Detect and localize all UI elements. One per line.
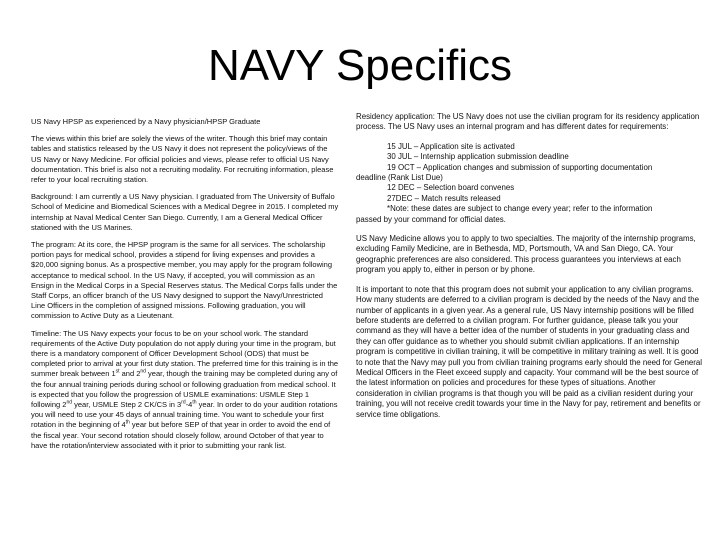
date-item: 12 DEC – Selection board convenes bbox=[387, 183, 515, 193]
important-paragraph: It is important to note that this program does not submit your application to any civilian programs. How many students are deferred to a civilian program is decided by the needs of the Navy and the number of applicants in a given year. As a general rule, US Navy internship positions will be filled before students are deferred to a civilian program. For further guidance, please talk you your command as they will have a better idea of the number of students in your graduating class and they can offer guidance as to whether you should submit civilian applications. If an internship program is competitive in civilian training, it will be competitive in military training as well. It is good to note that the Navy may pull you from civilian training programs early should the need for General Medical Officers in the Fleet exceed supply and capacity. Your command will be the best source of the latest information on policies and procedures for these types of situations. Another consideration in civilian programs is that though you will be paid as a civilian resident during your training, you will not receive credit towards your time in the Navy for pay, retirement and benefits or service time obligations. bbox=[356, 284, 703, 419]
timeline-paragraph: Timeline: The US Navy expects your focus to be on your school work. The standard requirements of the Active Duty population do not apply during your time in the program, but there is a mandatory component of Officer Development School (ODS) that must be completed prior to arrival at your first duty station. The preferred time for this training is in the summer break between 1st and 2nd year, though the training may be completed during any of the four annual training periods during school or following graduation from medical school. It is expected that you follow the progression of USMLE examinations: USMLE Step 1 following 2nd year, USMLE Step 2 CK/CS in 3rd-4th year. In order to do your audition rotations you will need to use your 45 days of annual training time. You want to schedule your first rotation in the beginning of 4th year but before SEP of that year in order to avoid the end of the fiscal year. Your second rotation should closely follow, around October of that year to have the rotation/interview associated with it prior to submitting your rank list. bbox=[31, 328, 339, 450]
background-paragraph: Background: I am currently a US Navy physician. I graduated from The University of Buffalo School of Medicine and Biomedical Sciences with a Medical Degree in 2015. I completed my internship at Naval Medical Center San Diego. Currently, I am a General Medical Officer stationed with the US Marines. bbox=[31, 192, 339, 232]
left-heading: US Navy HPSP as experienced by a Navy physician/HPSP Graduate bbox=[31, 117, 261, 126]
date-note: passed by your command for official dates. bbox=[356, 214, 506, 224]
right-column bbox=[356, 112, 704, 429]
date-item: 30 JUL – Internship application submission deadline bbox=[387, 152, 569, 162]
date-item: 19 OCT – Application changes and submission of supporting documentation bbox=[387, 162, 653, 172]
date-item: 15 JUL – Application site is activated bbox=[387, 141, 515, 151]
specialties-paragraph: US Navy Medicine allows you to apply to two specialties. The majority of the internship programs, excluding Family Medicine, are in Bethesda, MD, Portsmouth, VA and San Diego, CA. Your geographic preferences are also considered. This process guarantees you interviews at each program you apply to, either in person or by phone. bbox=[356, 234, 696, 275]
date-note: *Note: these dates are subject to change every year; refer to the information bbox=[387, 204, 653, 214]
date-list bbox=[356, 142, 704, 225]
slide-title: NAVY Specifics bbox=[207, 41, 513, 90]
disclaimer-paragraph: The views within this brief are solely the views of the writer. Though this brief may contain tables and statistics released by the US Navy it does not represent the policy/views of the US Navy or Navy Medicine. For official policies and views, please refer to official US Navy documentation. This brief is also not a recruiting modality. For recruiting information, please refer to your local recruiting station. bbox=[31, 134, 334, 185]
program-paragraph: The program: At its core, the HPSP program is the same for all services. The scholarship portion pays for medical school, provides a stipend for living expenses and provides a $20,000 signing bonus. As a prospective member, you may apply for the program following acceptance to medical school. In the US Navy, if accepted, you will commission as an Ensign in the Medical Corps in a Special Reserves status. The Medical Corps falls under the Staff Corps, an officer branch of the US Navy designed to support the Navy/Unrestricted Line Officers in the completion of assigned missions. Following graduation, you will commission to Active Duty as a Lieutenant. bbox=[31, 240, 338, 321]
date-item: 27DEC – Match results released bbox=[387, 193, 501, 203]
residency-paragraph: Residency application: The US Navy does not use the civilian program for its residency application process. The US Navy uses an internal program and has different dates for requirements: bbox=[356, 112, 700, 132]
date-item: deadline (Rank List Due) bbox=[356, 173, 443, 183]
left-column bbox=[31, 117, 339, 458]
